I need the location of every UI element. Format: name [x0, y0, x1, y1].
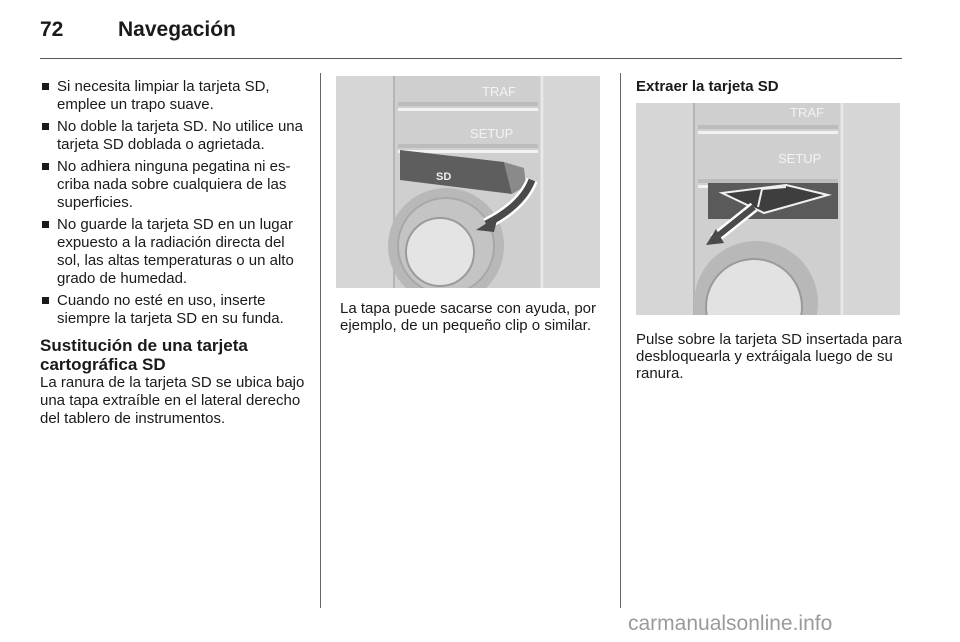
column-divider-2 — [620, 73, 621, 608]
sd-cover-photo — [336, 76, 600, 288]
list-item: Cuando no esté en uso, inserte siempre la tarjeta SD en su funda. — [40, 292, 308, 328]
extract-caption: Pulse sobre la tarjeta SD insertada para desbloquearla y extráigala luego de su ranura. — [636, 331, 902, 382]
bullet-square — [42, 163, 49, 170]
traf-button-label: TRAF — [790, 105, 824, 120]
cover-caption: La tapa puede sacarse con ayuda, por ejemplo, de un pequeño clip o similar. — [340, 300, 597, 334]
care-list — [40, 78, 308, 328]
sd-logo-icon: SD — [436, 171, 452, 183]
sd-extract-illustration — [636, 103, 900, 315]
bullet-square — [42, 221, 49, 228]
page-number: 72 — [40, 18, 64, 41]
section-heading: Sustitución de una tarjeta cartográfica SD — [40, 336, 248, 374]
header-rule — [40, 58, 902, 59]
traf-button-label: TRAF — [482, 84, 516, 99]
bullet-square — [42, 297, 49, 304]
page-title: Navegación — [118, 18, 236, 41]
list-item: No adhiera ninguna pegatina ni escriba nada sobre cualquiera de las superficies. — [40, 158, 308, 212]
column-1 — [40, 78, 308, 428]
list-item: No doble la tarjeta SD. No utilice una tarjeta SD doblada o agrietada. — [40, 118, 308, 154]
bullet-square — [42, 123, 49, 130]
extract-heading: Extraer la tarjeta SD — [636, 78, 779, 95]
sd-extract-photo — [636, 103, 900, 315]
column-divider-1 — [320, 73, 321, 608]
watermark: carmanualsonline.info — [628, 612, 833, 635]
list-item: No guarde la tarjeta SD en un lugar expuesto a la radiación directa del sol, las altas temperaturas o un alto grado de humedad. — [40, 216, 308, 288]
bullet-square — [42, 83, 49, 90]
setup-button-label: SETUP — [470, 126, 514, 141]
sd-cover-illustration — [336, 76, 600, 288]
setup-button-label: SETUP — [778, 151, 822, 166]
list-item: Si necesita limpiar la tarjeta SD, emplee un trapo suave. — [40, 78, 308, 114]
section-paragraph: La ranura de la tarjeta SD se ubica bajo una tapa extraíble en el lateral derecho del tablero de instrumentos. — [40, 374, 305, 427]
